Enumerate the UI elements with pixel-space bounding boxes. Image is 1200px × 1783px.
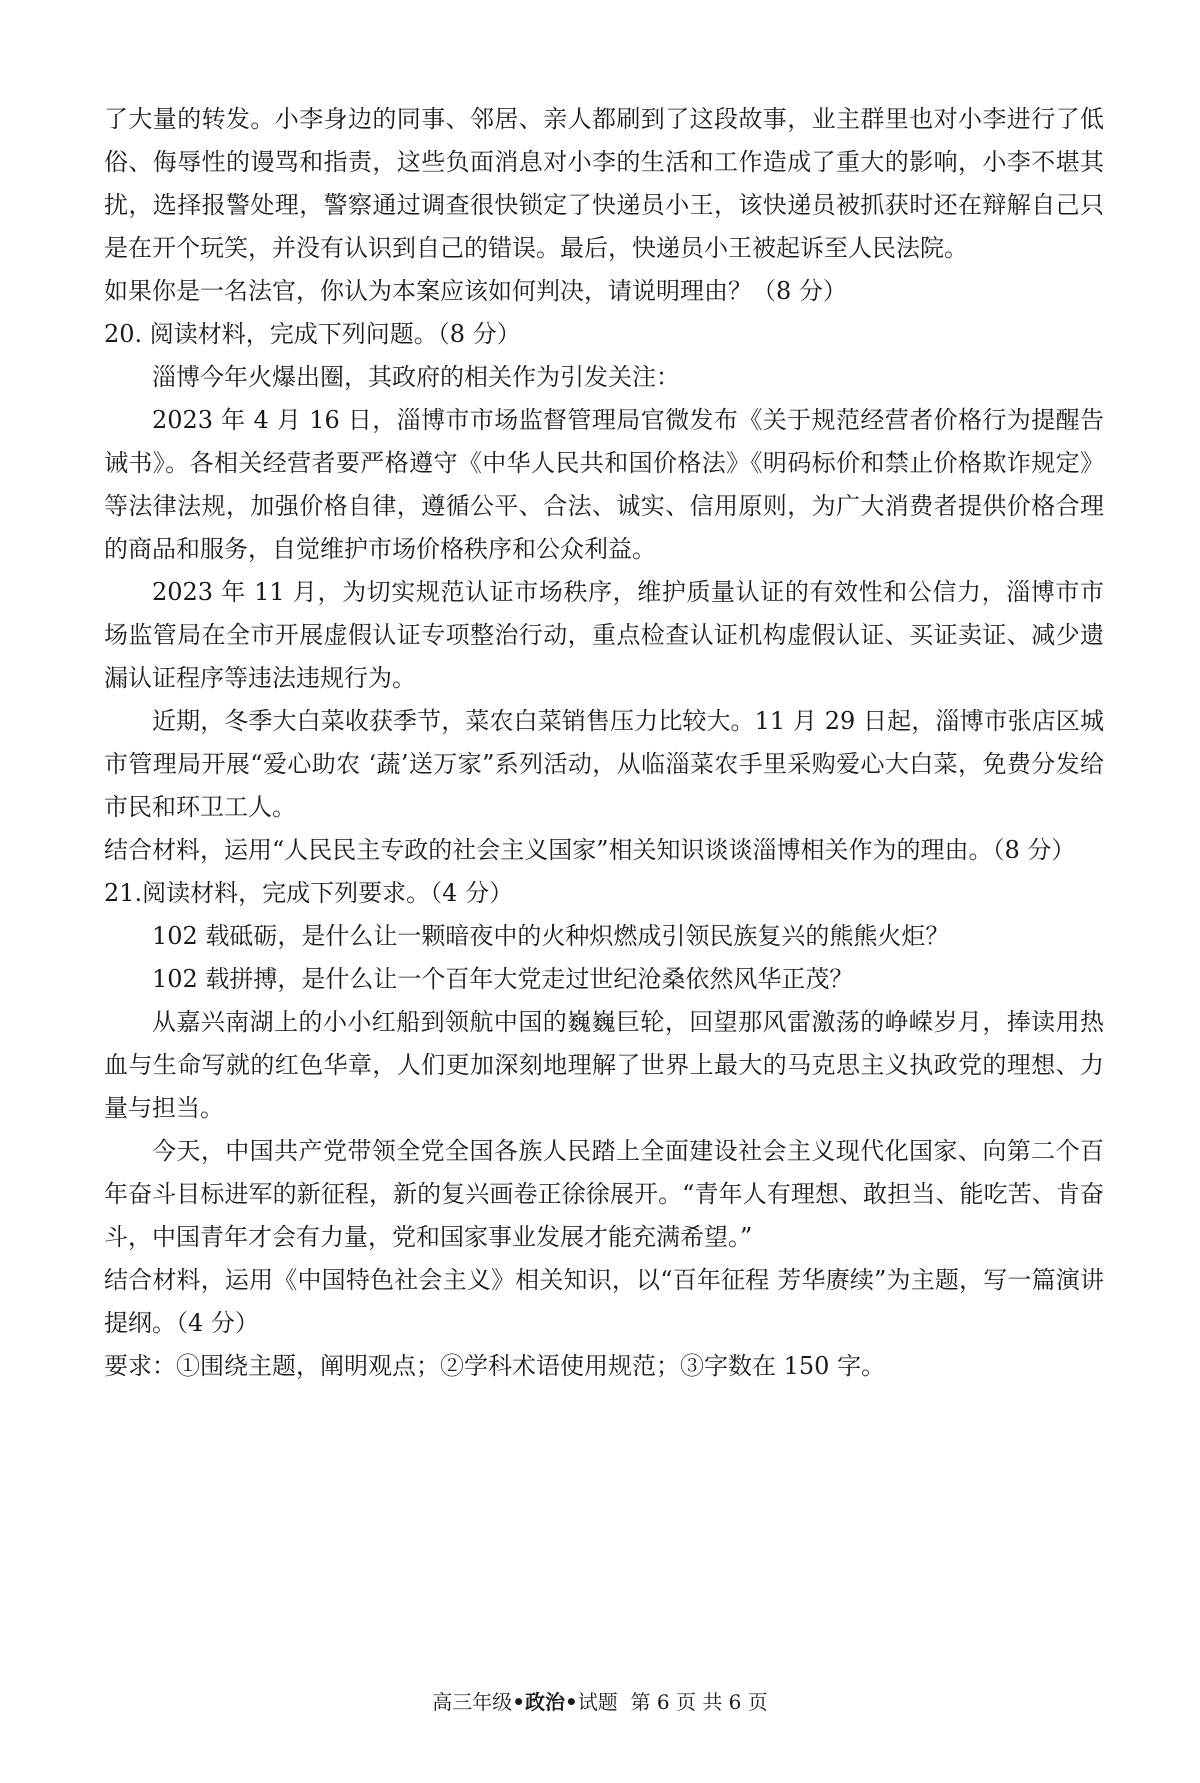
q21-paragraph-1: 从嘉兴南湖上的小小红船到领航中国的巍巍巨轮，回望那风雷激荡的峥嵘岁月，捧读用热血与生命写就的红色华章，人们更加深刻地理解了世界上最大的马克思主义执政党的理想、力量与担当。 bbox=[104, 1008, 1104, 1122]
q21-line-1: 102 载砥砺，是什么让一颗暗夜中的火种炽燃成引领民族复兴的熊熊火炬？ bbox=[152, 922, 950, 950]
footer-grade: 高三年级 bbox=[432, 1690, 513, 1714]
footer-separator: • bbox=[512, 1690, 526, 1714]
page-footer bbox=[0, 1688, 1200, 1716]
footer-separator: • bbox=[565, 1690, 578, 1714]
q21-heading: 21.阅读材料，完成下列要求。（4 分） bbox=[104, 879, 514, 907]
q20-intro: 淄博今年火爆出圈，其政府的相关作为引发关注： bbox=[152, 363, 680, 391]
footer-type: 试题 bbox=[577, 1690, 618, 1714]
q21-line-2: 102 载拼搏，是什么让一个百年大党走过世纪沧桑依然风华正茂？ bbox=[152, 965, 854, 993]
q21-requirement: 要求：①围绕主题，阐明观点；②学科术语使用规范；③字数在 150 字。 bbox=[104, 1352, 886, 1380]
q19-continued-paragraph: 了大量的转发。小李身边的同事、邻居、亲人都刷到了这段故事，业主群里也对小李进行了低俗、侮辱性的谩骂和指责，这些负面消息对小李的生活和工作造成了重大的影响，小李不堪其扰，选择报警处理，警察通过调查很快锁定了快递员小王，该快递员被抓获时还在辩解自己只是在开个玩笑，并没有认识到自己的错误。最后，快递员小王被起诉至人民法院。 bbox=[104, 105, 1104, 262]
q19-question: 如果你是一名法官，你认为本案应该如何判决，请说明理由？（8 分） bbox=[104, 277, 847, 305]
q21-paragraph-2: 今天，中国共产党带领全党全国各族人民踏上全面建设社会主义现代化国家、向第二个百年奋斗目标进军的新征程，新的复兴画卷正徐徐展开。“青年人有理想、敢担当、能吃苦、肯奋斗，中国青年才会有力量，党和国家事业发展才能充满希望。” bbox=[104, 1137, 1104, 1251]
exam-content bbox=[104, 98, 1104, 1388]
q20-question: 结合材料，运用“人民民主专政的社会主义国家”相关知识谈谈淄博相关作为的理由。（8 分） bbox=[104, 836, 1076, 864]
q20-paragraph-1: 2023 年 4 月 16 日，淄博市市场监督管理局官微发布《关于规范经营者价格行为提醒告诫书》。各相关经营者要严格遵守《中华人民共和国价格法》《明码标价和禁止价格欺诈规定》等法律法规，加强价格自律，遵循公平、合法、诚实、信用原则，为广大消费者提供价格合理的商品和服务，自觉维护市场价格秩序和公众利益。 bbox=[104, 406, 1104, 563]
footer-page-info: 第 6 页 共 6 页 bbox=[630, 1690, 768, 1714]
q20-heading: 20. 阅读材料，完成下列问题。（8 分） bbox=[104, 320, 521, 348]
q20-paragraph-3: 近期，冬季大白菜收获季节，菜农白菜销售压力比较大。11 月 29 日起，淄博市张店区城市管理局开展“爱心助农 ‘蔬’送万家”系列活动，从临淄菜农手里采购爱心大白菜，免费分发给市民和环卫工人。 bbox=[104, 707, 1104, 821]
q21-question: 结合材料，运用《中国特色社会主义》相关知识，以“百年征程 芳华赓续”为主题，写一篇演讲提纲。（4 分） bbox=[104, 1266, 1104, 1337]
q20-paragraph-2: 2023 年 11 月，为切实规范认证市场秩序，维护质量认证的有效性和公信力，淄博市市场监管局在全市开展虚假认证专项整治行动，重点检查认证机构虚假认证、买证卖证、减少遗漏认证程序等违法违规行为。 bbox=[104, 578, 1104, 692]
footer-subject: 政治 bbox=[525, 1690, 566, 1714]
